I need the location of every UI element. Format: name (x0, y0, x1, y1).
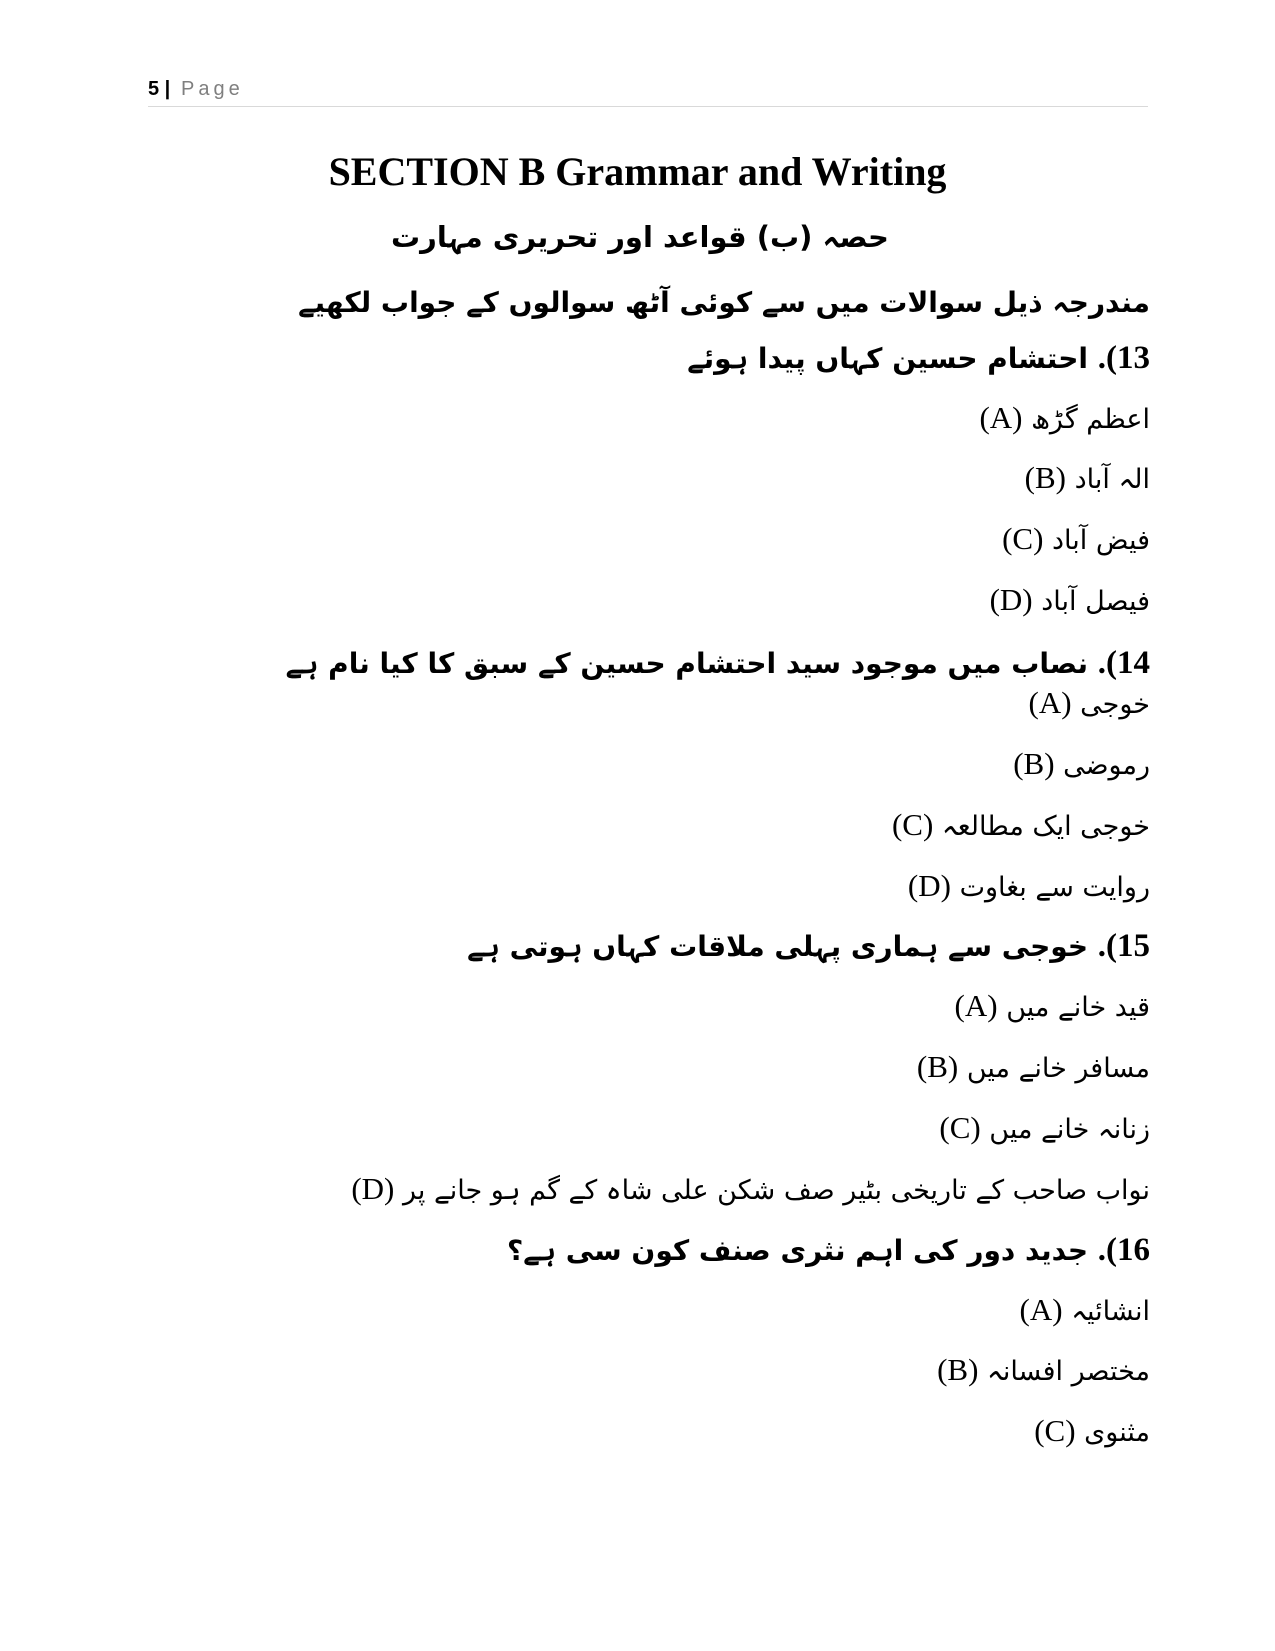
option-letter: (B) (916, 1049, 959, 1084)
option-letter: (D) (907, 868, 951, 903)
q16-option-b (937, 1352, 1150, 1388)
q15-option-d (351, 1171, 1150, 1207)
instruction-text: مندرجہ ذیل سوالات میں سے کوئی آٹھ سوالوں کے جواب لکھیے (298, 286, 1150, 319)
q14-option-a (1029, 685, 1150, 721)
option-letter: (A) (954, 988, 998, 1023)
option-letter: (A) (1028, 685, 1072, 720)
option-letter: (D) (351, 1171, 395, 1206)
urdu-section-heading: حصہ (ب) قواعد اور تحریری مہارت (391, 220, 889, 254)
question-text: جدید دور کی اہم نثری صنف کون سی ہے؟ (507, 1234, 1088, 1267)
question-text: خوجی سے ہماری پہلی ملاقات کہاں ہوتی ہے (467, 930, 1088, 963)
option-text: رموضی (1063, 750, 1150, 781)
q13-option-c (1002, 521, 1150, 557)
option-letter: (C) (1002, 521, 1044, 556)
q13-option-b (1025, 460, 1150, 496)
question-text: نصاب میں موجود سید احتشام حسین کے سبق کا کیا نام ہے (285, 647, 1088, 680)
question-15 (467, 928, 1150, 965)
question-number: 14). (1097, 645, 1150, 681)
q14-option-b (1013, 746, 1150, 782)
option-text: فیصل آباد (1041, 586, 1150, 617)
q13-option-a (979, 400, 1150, 436)
q13-option-d (990, 582, 1150, 618)
q15-option-b (917, 1049, 1150, 1085)
option-text: زنانہ خانے میں (989, 1114, 1150, 1145)
page-number: 5 | (148, 78, 171, 100)
option-text: خوجی (1080, 689, 1150, 720)
option-text: نواب صاحب کے تاریخی بٹیر صف شکن علی شاہ کے گم ہو جانے پر (402, 1175, 1150, 1206)
page-header (148, 76, 1148, 107)
option-text: اعظم گڑھ (1031, 404, 1150, 435)
question-16 (507, 1232, 1150, 1269)
option-letter: (C) (939, 1110, 981, 1145)
option-text: خوجی ایک مطالعہ (941, 811, 1150, 842)
option-letter: (D) (989, 582, 1033, 617)
section-title: SECTION B Grammar and Writing (328, 149, 947, 194)
option-text: الہ آباد (1074, 464, 1150, 495)
question-number: 15). (1097, 928, 1150, 964)
page-label: Page (181, 78, 244, 100)
question-14 (286, 645, 1150, 682)
question-number: 16). (1097, 1232, 1150, 1268)
option-text: مسافر خانے میں (966, 1053, 1150, 1084)
option-text: مختصر افسانہ (987, 1356, 1150, 1387)
question-number: 13). (1097, 340, 1150, 376)
question-text: احتشام حسین کہاں پیدا ہوئے (687, 342, 1088, 375)
question-13 (687, 340, 1150, 377)
q16-option-c (1034, 1413, 1150, 1449)
option-letter: (B) (937, 1352, 979, 1387)
option-letter: (C) (1034, 1413, 1076, 1448)
option-letter: (C) (891, 807, 934, 842)
option-text: انشائیہ (1071, 1296, 1150, 1327)
option-letter: (A) (979, 400, 1023, 435)
option-text: روایت سے بغاوت (959, 872, 1150, 903)
option-text: فیض آباد (1052, 525, 1150, 556)
option-letter: (A) (1019, 1292, 1063, 1327)
q15-option-a (955, 988, 1150, 1024)
option-letter: (B) (1013, 746, 1055, 781)
option-text: مثنوی (1084, 1417, 1150, 1448)
q14-option-c (892, 807, 1150, 843)
q15-option-c (939, 1110, 1150, 1146)
option-text: قید خانے میں (1006, 992, 1150, 1023)
option-letter: (B) (1024, 460, 1066, 495)
q14-option-d (908, 868, 1150, 904)
q16-option-a (1020, 1292, 1150, 1328)
